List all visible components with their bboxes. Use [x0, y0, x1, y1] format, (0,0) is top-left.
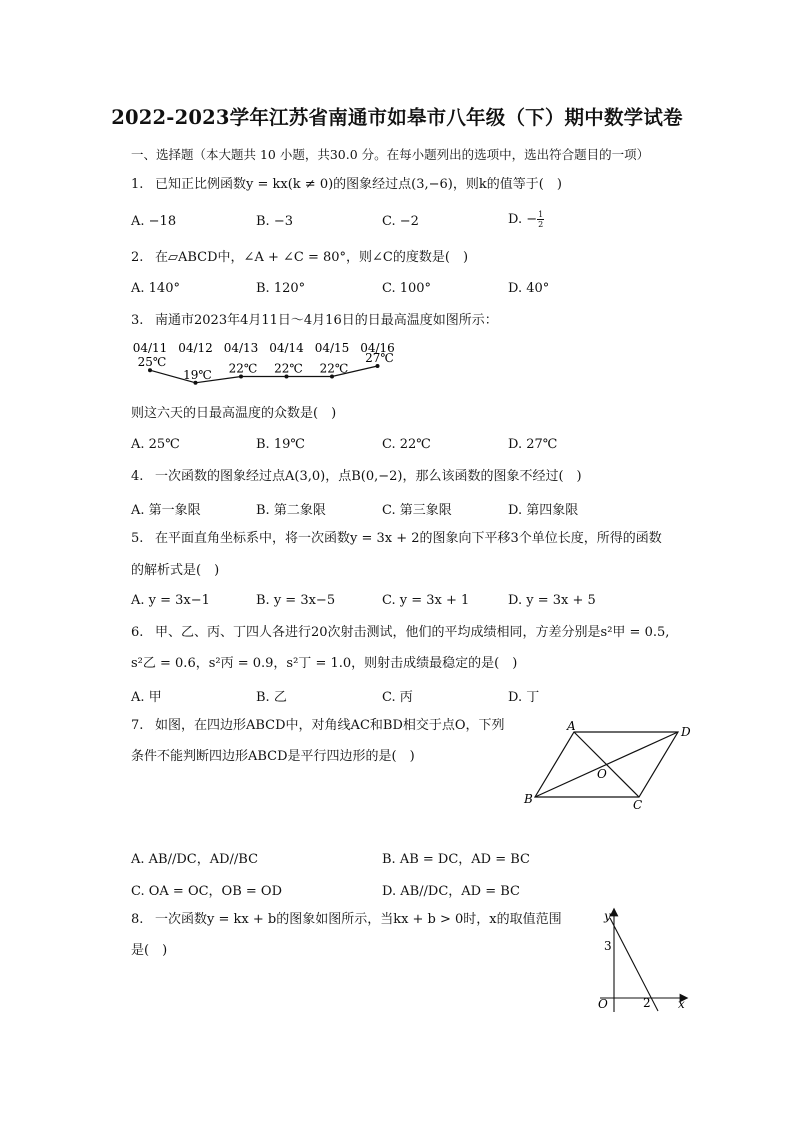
- question-6-line2: s²乙 = 0.6，s²丙 = 0.9，s²丁 = 1.0，则射击成绩最稳定的是( ): [131, 656, 518, 671]
- question-5-line2: 的解析式是( ): [131, 563, 220, 578]
- label-a: A: [567, 719, 576, 733]
- date-label: 04/11: [132, 341, 168, 355]
- question-text: 南通市2023年4月11日～4月16日的日最高温度如图所示：: [155, 313, 498, 328]
- temperature-label: 22℃: [228, 361, 258, 376]
- option-c: C. 100°: [382, 281, 432, 296]
- parallelogram-figure: [515, 718, 715, 818]
- label-o: O: [597, 767, 607, 781]
- option-b: B. 第二象限: [256, 503, 326, 518]
- date-label: 04/16: [360, 341, 395, 355]
- option-a: A. 25℃: [131, 437, 180, 452]
- question-2: [131, 249, 468, 267]
- question-3-followup: 则这六天的日最高温度的众数是( ): [131, 406, 337, 421]
- option-c: C. OA = OC，OB = OD: [131, 884, 283, 899]
- question-number: 6.: [131, 625, 144, 640]
- question-number: 3.: [131, 313, 144, 328]
- question-7: [131, 717, 505, 735]
- option-a: A. AB//DC，AD//BC: [131, 852, 259, 867]
- question-text: 一次函数的图象经过点A(3,0)，点B(0,−2)，那么该函数的图象不经过( ): [155, 469, 582, 484]
- temperature-label: 22℃: [274, 361, 303, 376]
- option-d-label: D. −: [508, 212, 538, 227]
- option-b: B. 120°: [256, 281, 306, 296]
- option-b: B. −3: [256, 214, 293, 229]
- diagonal-bd: [535, 732, 678, 797]
- temperature-chart: [128, 338, 418, 388]
- option-a: A. 140°: [131, 281, 180, 296]
- temperature-label: 22℃: [319, 361, 349, 376]
- question-3: [131, 312, 498, 330]
- label-d: D: [681, 725, 691, 739]
- option-d: [508, 210, 544, 229]
- page-title: 2022-2023学年江苏省南通市如皋市八年级（下）期中数学试卷: [111, 106, 683, 129]
- option-b: B. 19℃: [256, 437, 305, 452]
- question-text: 如图，在四边形ABCD中，对角线AC和BD相交于点O，下列: [155, 718, 505, 733]
- temperature-label: 27℃: [365, 351, 394, 365]
- question-text: 在平面直角坐标系中，将一次函数y = 3x + 2的图象向下平移3个单位长度，所得的函数: [155, 531, 662, 546]
- question-4: [131, 468, 582, 486]
- option-c: C. 22℃: [382, 437, 431, 452]
- temperature-label: 25℃: [137, 355, 167, 370]
- question-text: 一次函数y = kx + b的图象如图所示，当kx + b > 0时，x的取值范围: [155, 912, 562, 927]
- question-number: 5.: [131, 531, 144, 546]
- option-a: A. 第一象限: [131, 503, 201, 518]
- question-number: 7.: [131, 718, 144, 733]
- question-number: 1.: [131, 177, 144, 192]
- fraction-denominator: 2: [538, 220, 544, 229]
- option-c: C. y = 3x + 1: [382, 593, 470, 608]
- temperature-label: 19℃: [183, 367, 212, 382]
- date-label: 04/14: [269, 341, 304, 355]
- question-1: [131, 176, 562, 194]
- question-6: [131, 624, 669, 642]
- linear-function-graph: [592, 908, 692, 1018]
- option-d: D. 27℃: [508, 437, 558, 452]
- question-5: [131, 530, 662, 548]
- question-text: 已知正比例函数y = kx(k ≠ 0)的图象经过点(3,−6)，则k的值等于( ): [155, 177, 562, 192]
- x-intercept-label: 2: [643, 996, 651, 1010]
- option-b: B. 乙: [256, 690, 287, 705]
- option-d: D. y = 3x + 5: [508, 593, 596, 608]
- option-d: D. 丁: [508, 690, 540, 705]
- option-c: C. −2: [382, 214, 419, 229]
- option-a: A. y = 3x−1: [131, 593, 210, 608]
- y-label: y: [604, 909, 611, 923]
- date-label: 04/15: [314, 341, 350, 355]
- origin-label: O: [598, 997, 608, 1011]
- label-c: C: [633, 798, 643, 812]
- option-b: B. AB = DC，AD = BC: [382, 852, 530, 867]
- question-text: 在▱ABCD中，∠A + ∠C = 80°，则∠C的度数是( ): [155, 250, 469, 265]
- section-heading: 一、选择题（本大题共 10 小题，共30.0 分。在每小题列出的选项中，选出符合题目的一项）: [131, 147, 650, 162]
- option-d: D. 第四象限: [508, 503, 579, 518]
- option-a: A. 甲: [131, 690, 162, 705]
- option-c: C. 丙: [382, 690, 413, 705]
- question-number: 8.: [131, 912, 144, 927]
- option-d: D. 40°: [508, 281, 550, 296]
- date-label: 04/13: [223, 341, 259, 355]
- question-number: 2.: [131, 250, 144, 265]
- option-c: C. 第三象限: [382, 503, 452, 518]
- fraction: [537, 210, 544, 229]
- option-b: B. y = 3x−5: [256, 593, 336, 608]
- question-text: 甲、乙、丙、丁四人各进行20次射击测试，他们的平均成绩相同，方差分别是s²甲 = 0.5,: [155, 625, 670, 640]
- option-d: D. AB//DC，AD = BC: [382, 884, 521, 899]
- question-8: [131, 911, 562, 929]
- question-8-line2: 是( ): [131, 943, 168, 958]
- label-b: B: [524, 792, 533, 806]
- y-intercept-label: 3: [604, 939, 612, 953]
- date-label: 04/12: [178, 341, 213, 355]
- option-a: A. −18: [131, 214, 177, 229]
- question-number: 4.: [131, 469, 144, 484]
- fraction-numerator: 1: [538, 210, 544, 219]
- x-label: x: [678, 997, 685, 1011]
- function-line: [610, 918, 658, 1011]
- question-7-line2: 条件不能判断四边形ABCD是平行四边形的是( ): [131, 749, 415, 764]
